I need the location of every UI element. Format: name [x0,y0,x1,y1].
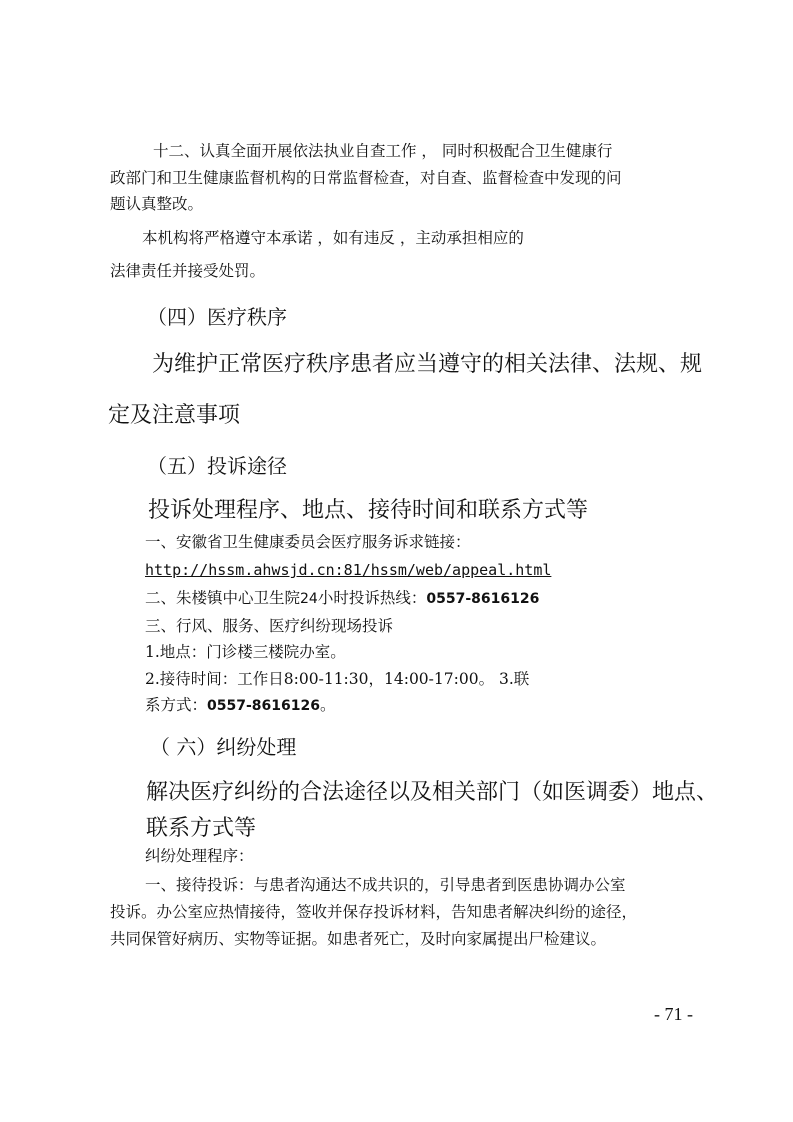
complaint-item-3: 三、行风、服务、医疗纠纷现场投诉 [145,617,394,635]
complaint-location: 1.地点：门诊楼三楼院办室。 [145,643,346,661]
complaint-item-1: 一、安徽省卫生健康委员会医疗服务诉求链接： [145,533,471,551]
section-6-body-line-1: 解决医疗纠纷的合法途径以及相关部门（如医调委）地点、 [146,780,719,805]
contact-label: 系方式： [145,696,208,714]
dispute-procedure-title: 纠纷处理程序： [145,847,254,865]
section-6-body-line-2: 联系方式等 [146,816,257,841]
complaint-contact [145,698,336,714]
hotline-phone: 0557-8616126 [426,591,540,607]
section-6-heading: （ 六）纠纷处理 [150,735,297,759]
item-12-line-3: 题认真整改。 [110,195,204,213]
commitment-line-2: 法律责任并接受处罚。 [110,262,266,280]
section-5-heading: （五）投诉途径 [147,454,287,478]
commitment-line-1: 本机构将严格遵守本承诺 ，如有违反 ，主动承担相应的 [142,229,524,247]
complaint-reception-time: 2.接待时间：工作日8:00-11:30，14:00-17:00。 3.联 [145,670,530,688]
complaint-item-2-label: 二、朱楼镇中心卫生院 [145,589,301,607]
section-4-heading: （四）医疗秩序 [147,305,287,329]
dispute-step-1-line-1: 一、接待投诉：与患者沟通达不成共识的，引导患者到医患协调办公室 [145,876,626,894]
section-4-body-line-1: 为维护正常医疗秩序患者应当遵守的相关法律、法规、规 [152,352,703,377]
hotline-label: 小时投诉热线： [317,589,427,607]
contact-phone: 0557-8616126 [207,698,320,714]
item-12-line-1: 十二、认真全面开展依法执业自查工作 ， 同时积极配合卫生健康行 [153,142,613,160]
item-12-line-2: 政部门和卫生健康监督机构的日常监督检查，对自查、监督检查中发现的问 [110,169,622,187]
section-5-subheading: 投诉处理程序、地点、接待时间和联系方式等 [148,498,589,523]
dispute-step-1-line-3: 共同保管好病历、实物等证据。如患者死亡，及时向家属提出尸检建议。 [110,930,607,948]
section-4-body-line-2: 定及注意事项 [108,403,241,428]
contact-end: 。 [319,696,336,714]
appeal-link[interactable]: http://hssm.ahwsjd.cn:81/hssm/web/appeal.html [145,561,552,579]
dispute-step-1-line-2: 投诉。办公室应热情接待，签收并保存投诉材料，告知患者解决纠纷的途径， [110,903,638,921]
complaint-item-2 [145,591,539,607]
page-number: - 71 - [654,1004,693,1024]
hours-number: 24 [300,591,318,607]
